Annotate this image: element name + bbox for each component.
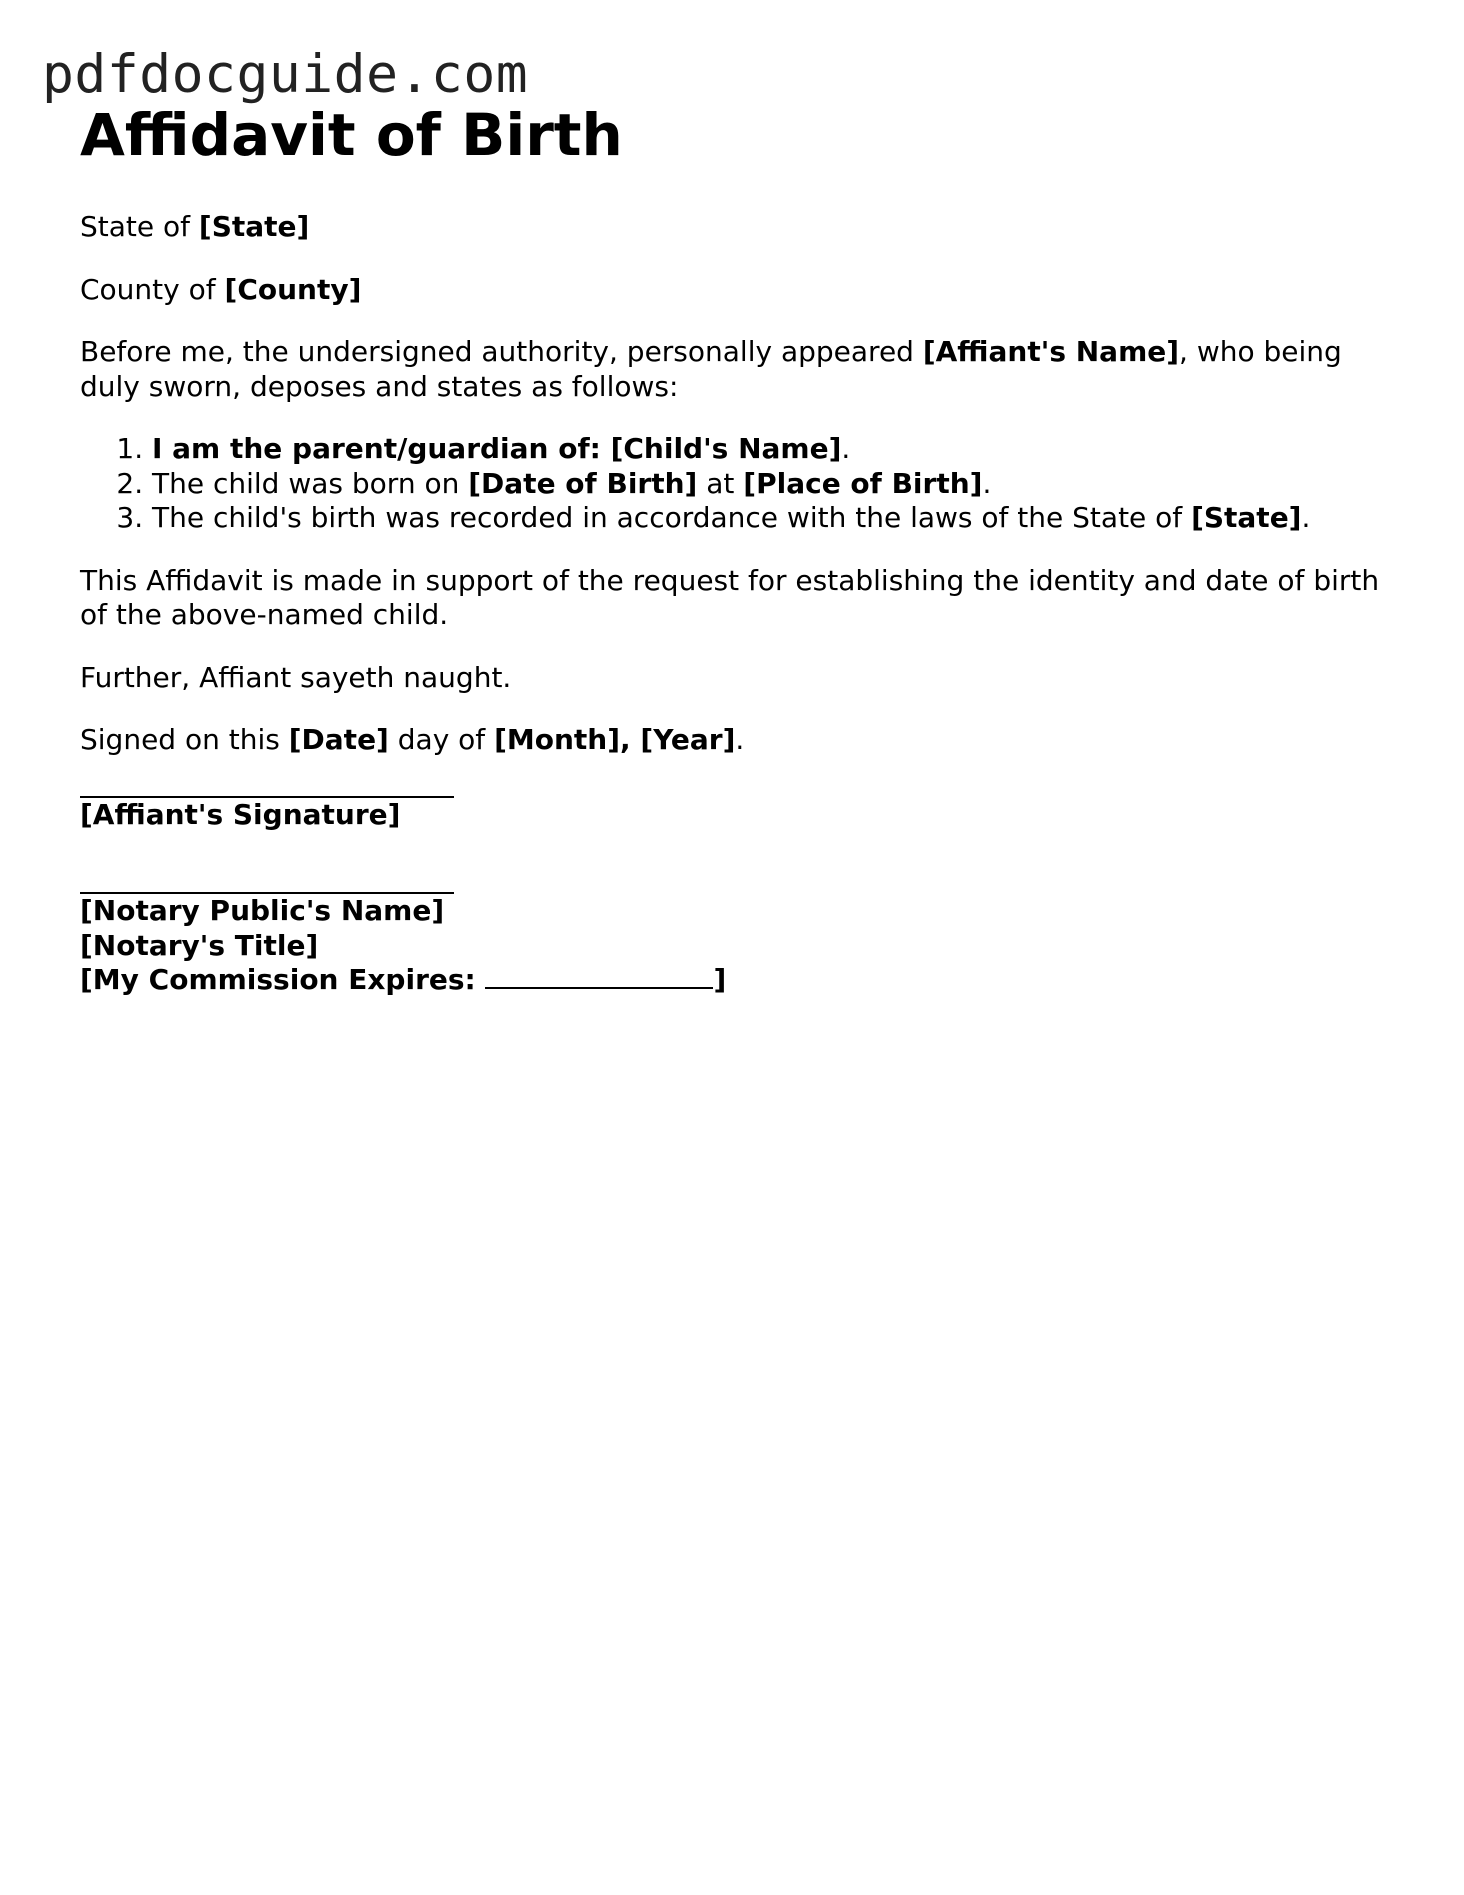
date-of-birth-placeholder: [Date of Birth] (468, 466, 698, 500)
intro-after: , who being duly sworn, deposes and states as follows: (80, 335, 1342, 403)
county-prefix: County of (80, 272, 225, 306)
affiant-name-placeholder: [Affiant's Name] (922, 335, 1180, 368)
month-year-placeholder: [Month], [Year] (494, 723, 736, 756)
notary-name-label: [Notary Public's Name] (80, 894, 445, 927)
intro-before: Before me, the undersigned authority, personally appeared (80, 335, 923, 368)
document-title: Affidavit of Birth (80, 101, 623, 169)
item-1-bold: I am the parent/guardian of: [Child's Name] (152, 432, 842, 465)
signed-line: Signed on this [Date] day of [Month], [Year]. (80, 723, 745, 756)
commission-expires-line: [My Commission Expires: ] (80, 963, 727, 996)
intro-paragraph (80, 335, 1390, 404)
list-item: 3. The child's birth was recorded in accordance with the laws of the State of [State]. (152, 501, 1390, 536)
watermark-text: pdfdocguide.com (42, 44, 529, 105)
state-line (80, 210, 1390, 245)
notary-block (80, 894, 1390, 998)
affiant-signature-label: [Affiant's Signature] (80, 797, 401, 831)
state-prefix: State of (80, 210, 199, 243)
support-paragraph: This Affidavit is made in support of the request for establishing the identity and date of birth of the above-named child. (80, 563, 1380, 631)
place-of-birth-placeholder: [Place of Birth] (743, 466, 983, 500)
further-paragraph: Further, Affiant sayeth naught. (80, 660, 512, 694)
list-item: 1. I am the parent/guardian of: [Child's Name]. (152, 432, 1390, 467)
state-of-record-placeholder: [State] (1191, 501, 1302, 534)
commission-blank (485, 965, 713, 989)
date-placeholder: [Date] (288, 723, 389, 756)
list-item: 2. The child was born on [Date of Birth] at [Place of Birth]. (152, 467, 1390, 502)
county-placeholder: [County] (224, 272, 362, 306)
statement-list (80, 432, 1390, 536)
state-placeholder: [State] (198, 210, 310, 243)
notary-title-label: [Notary's Title] (80, 928, 319, 962)
document-body (80, 100, 1390, 998)
county-line (80, 273, 1390, 308)
